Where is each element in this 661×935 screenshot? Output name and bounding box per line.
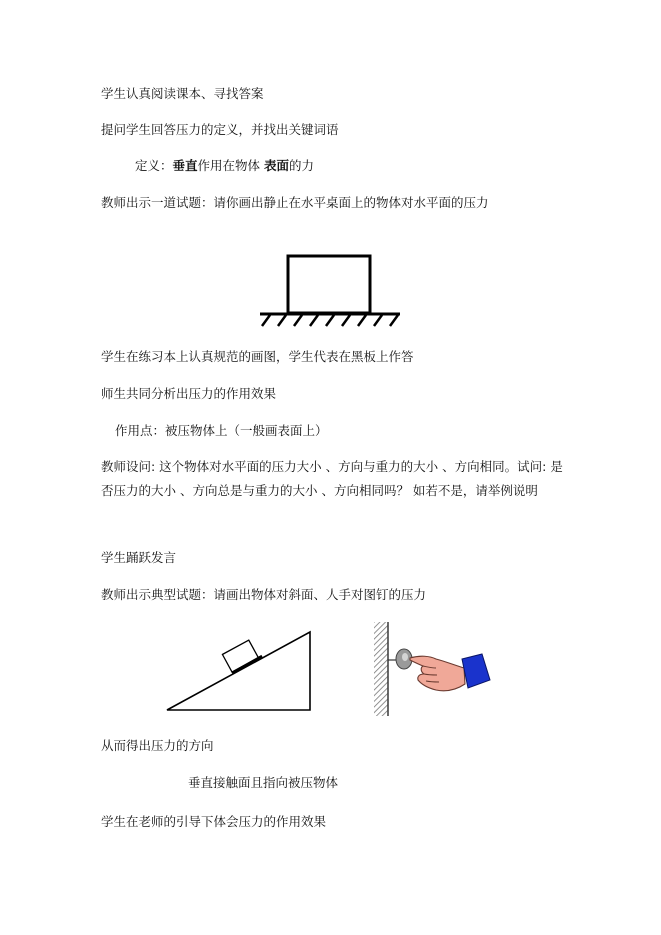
hand-pin-figure [370,620,500,720]
definition-middle: 作用在物体 [197,158,265,173]
incline-figure [162,628,322,723]
paragraph-teacher-question: 教师出示一道试题：请你画出静止在水平桌面上的物体对水平面的压力 [101,195,489,210]
definition-keyword-perpendicular: 垂直 [172,158,198,173]
block-on-table-figure [258,252,408,332]
paragraph-students-draw: 学生在练习本上认真规范的画图，学生代表在黑板上作答 [101,349,414,364]
paragraph-teacher-asks: 教师设问: 这个物体对水平面的压力大小 、方向与重力的大小 、方向相同。试问: 是否压力的大小 、方向总是与重力的大小 、方向相同吗？ 如若不是，请举例说明 [101,459,563,498]
pin-head-highlight [402,653,408,661]
paragraph-direction-conclusion: 垂直接触面且指向被压物体 [188,775,339,790]
paragraph-point-of-action: 作用点：被压物体上（一般画表面上） [115,423,328,438]
paragraph-read-textbook: 学生认真阅读课本、寻找答案 [101,86,264,101]
paragraph-typical-question: 教师出示典型试题：请画出物体对斜面、人手对图钉的压力 [101,587,427,602]
block-rect [288,256,370,313]
paragraph-ask-definition: 提问学生回答压力的定义，并找出关键词语 [101,122,339,137]
surface-hatching [262,315,398,326]
incline-triangle [167,632,310,710]
hand-cuff [462,654,490,688]
definition-prefix: 定义： [135,158,173,173]
paragraph-students-speak: 学生踊跃发言 [101,550,177,565]
paragraph-experience-effect: 学生在老师的引导下体会压力的作用效果 [101,814,327,829]
paragraph-derive-direction: 从而得出压力的方向 [101,738,214,753]
definition-keyword-surface: 表面 [264,158,290,173]
wall-hatching [374,622,388,716]
hand-icon [410,654,490,691]
definition-suffix: 的力 [289,158,315,173]
paragraph-analyze-effect: 师生共同分析出压力的作用效果 [101,386,277,401]
paragraph-definition [135,158,314,174]
